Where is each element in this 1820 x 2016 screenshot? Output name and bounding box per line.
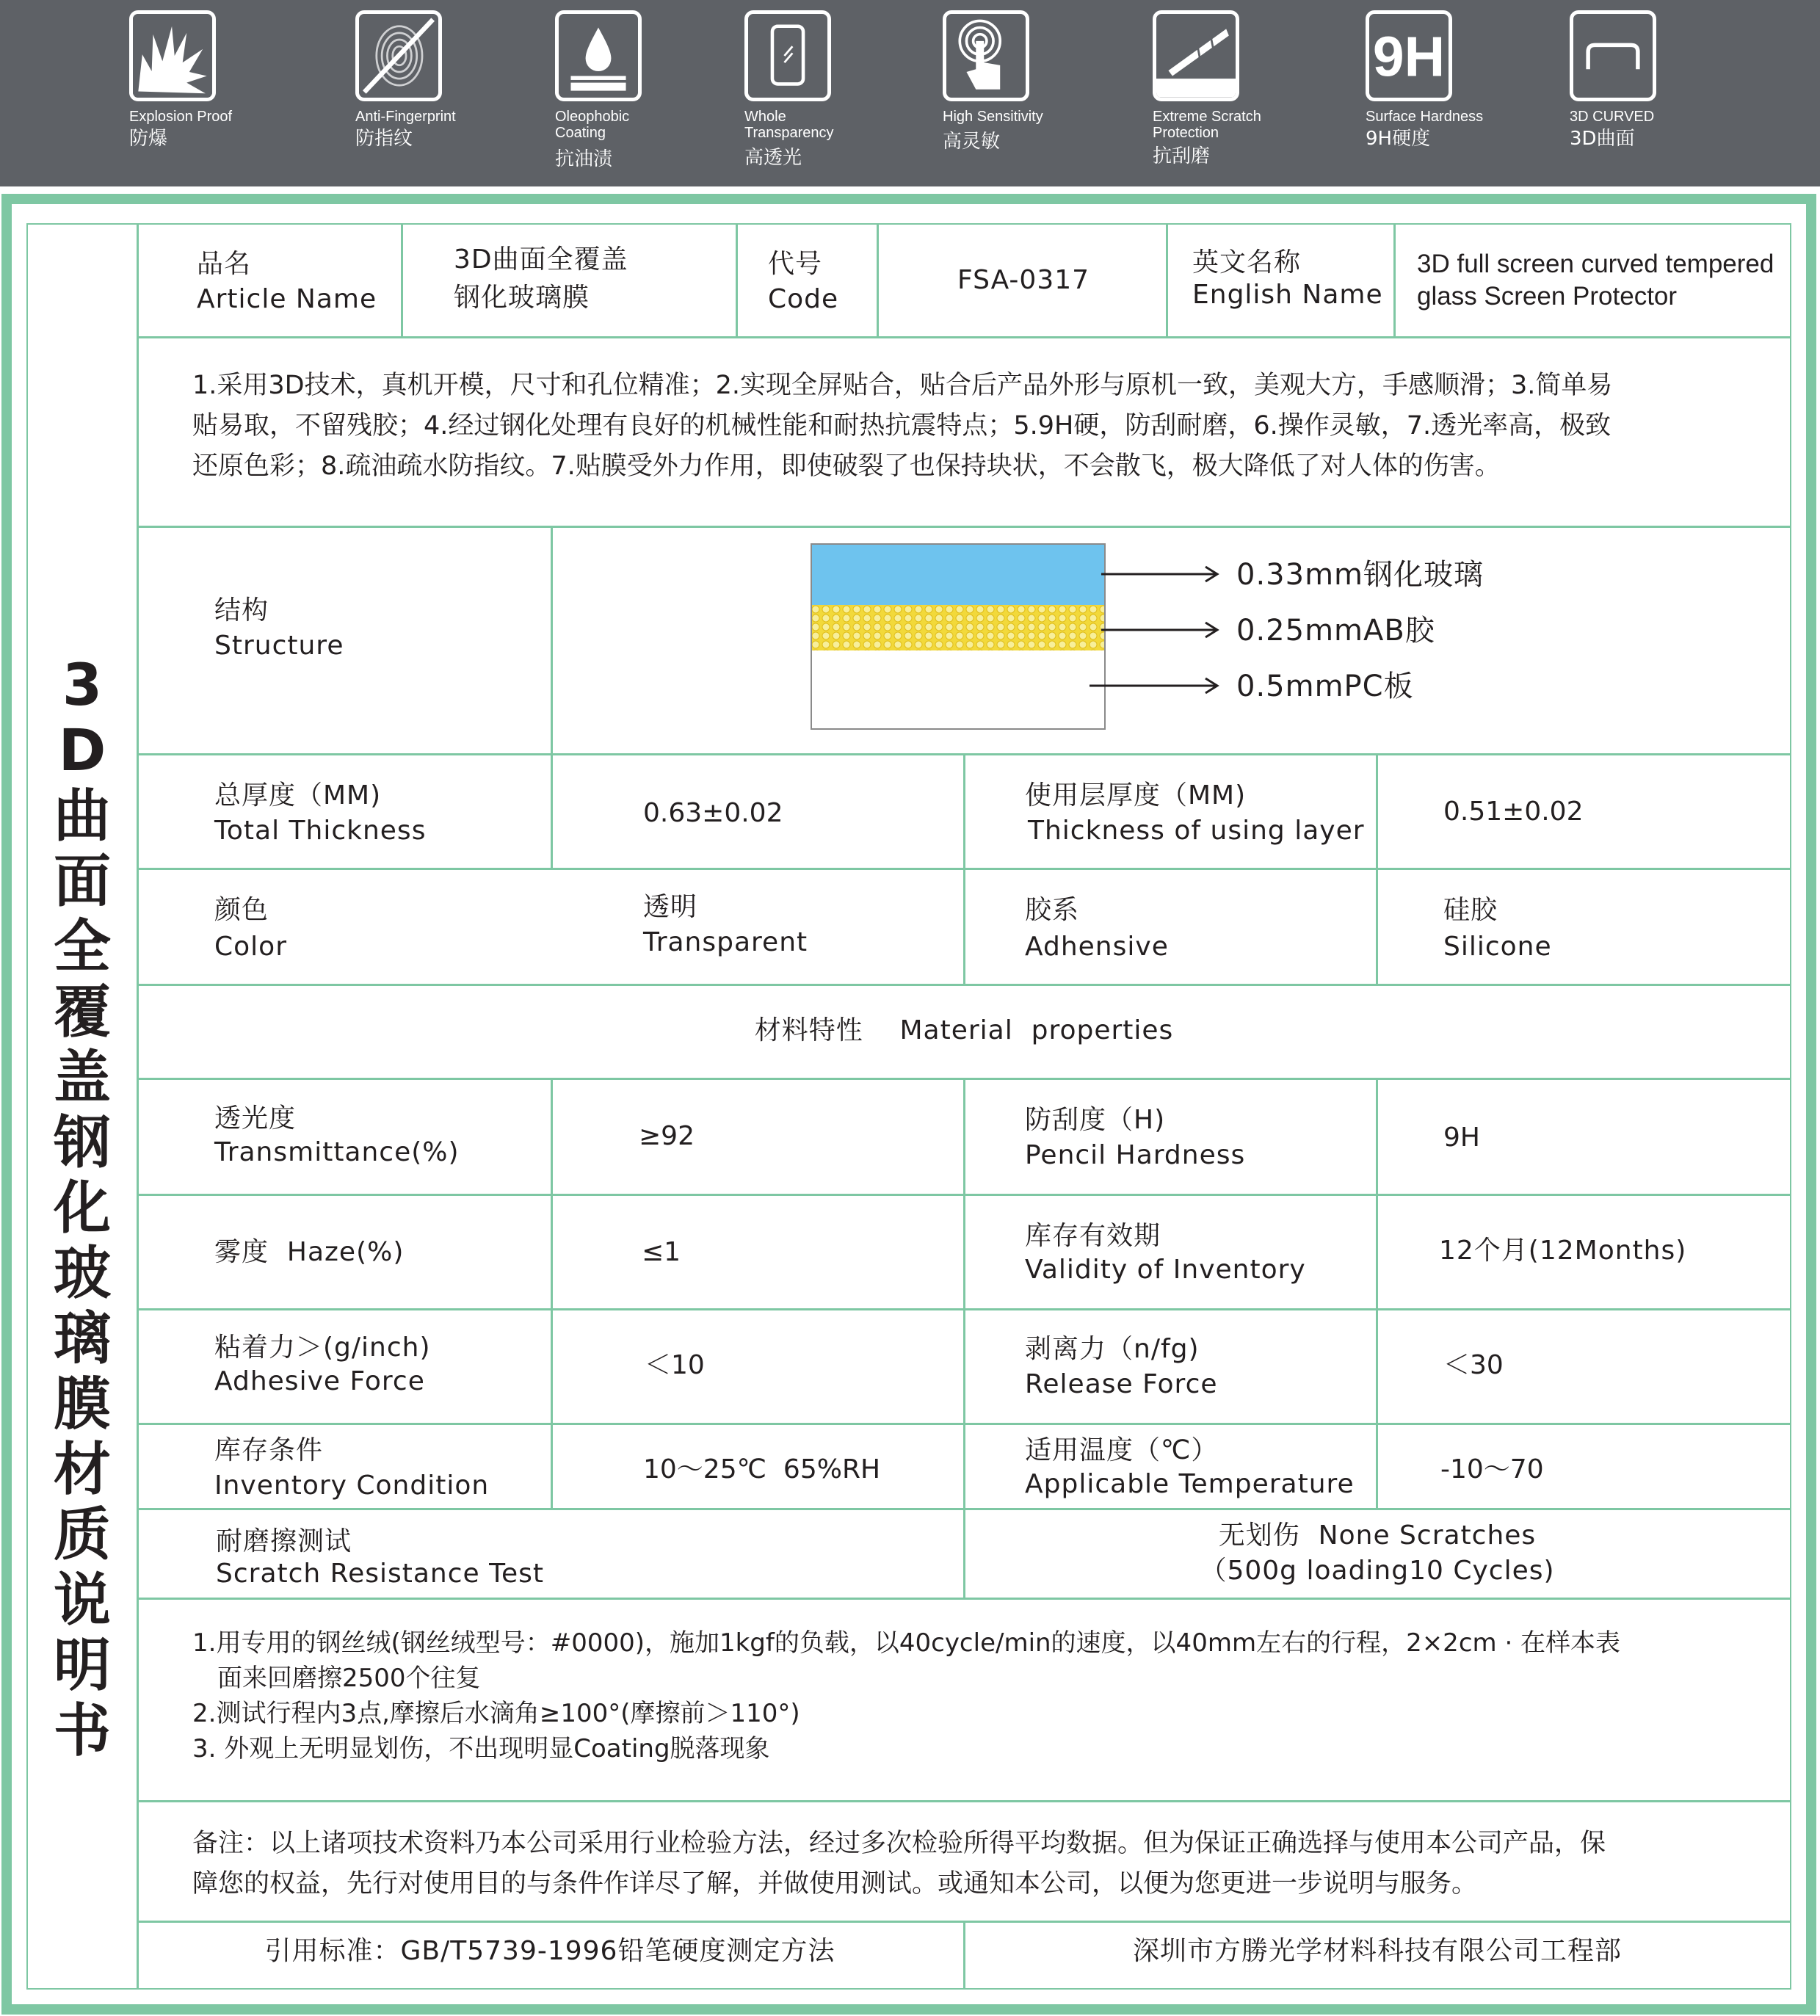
release-force-label-en: Release Force — [1025, 1369, 1218, 1399]
validity-value: 12个月(12Months) — [1439, 1236, 1687, 1266]
row-divider — [137, 336, 1791, 338]
features-line: 1.采用3D技术，真机开模，尺寸和孔位精准；2.实现全屏贴合，贴合后产品外形与原机一致，美观大方，手感顺滑；3.简单易 — [192, 371, 1613, 400]
features-line: 贴易取，不留残胶；4.经过钢化处理有良好的机械性能和耐热抗震特点；5.9H硬，防刮耐磨，6.操作灵敏，7.透光率高，极致 — [192, 411, 1611, 440]
transmittance-value: ≥92 — [639, 1121, 695, 1151]
material-properties-heading: 材料特性 Material properties — [754, 1015, 1174, 1045]
feature-transparency — [744, 10, 935, 186]
transmittance-label-en: Transmittance(%) — [214, 1137, 460, 1167]
feature-banner — [0, 0, 1820, 186]
feature-surface-hardness — [1366, 10, 1556, 186]
validity-label-cn: 库存有效期 — [1025, 1221, 1161, 1251]
structure-label-cn: 结构 — [214, 595, 269, 626]
feature-en-label: Explosion Proof — [129, 109, 233, 125]
9h-icon — [1366, 10, 1452, 101]
explosion-icon — [129, 10, 216, 101]
fingerprint-icon — [355, 10, 442, 101]
pencil-hardness-value: 9H — [1443, 1123, 1480, 1153]
column-divider — [736, 223, 738, 336]
feature-en-label: Oleophobic Coating — [555, 109, 630, 141]
column-divider — [1376, 1078, 1378, 1508]
scratch-test-value-2: （500g loading10 Cycles) — [1200, 1556, 1555, 1586]
validity-label-en: Validity of Inventory — [1025, 1255, 1306, 1285]
code-label-cn: 代号 — [768, 249, 823, 279]
9h-icon-text: 9H — [1372, 25, 1446, 89]
column-divider — [551, 526, 553, 868]
haze-label: 雾度 Haze(%) — [214, 1237, 405, 1267]
column-divider — [1166, 223, 1168, 336]
feature-en-label: Whole Transparency — [744, 109, 834, 141]
remark-line: 备注：以上诸项技术资料乃本公司采用行业检验方法，经过多次检验所得平均数据。但为保证正确选择与使用本公司产品，保 — [192, 1829, 1606, 1858]
scratch-test-value-1: 无划伤 None Scratches — [1218, 1520, 1537, 1551]
remark-text — [192, 1824, 1785, 1904]
adhesive-value-cn: 硅胶 — [1443, 895, 1498, 925]
company-department: 深圳市方勝光学材料科技有限公司工程部 — [1132, 1936, 1622, 1966]
total-thickness-label-en: Total Thickness — [214, 816, 427, 846]
total-thickness-label-cn: 总厚度（MM) — [214, 780, 382, 811]
layer-arrows — [1079, 558, 1226, 705]
using-layer-label-cn: 使用层厚度（MM) — [1025, 780, 1247, 811]
pencil-hardness-label-cn: 防刮度（H) — [1025, 1105, 1166, 1135]
layer-label-glass: 0.33mm钢化玻璃 — [1236, 558, 1484, 592]
features-line: 还原色彩；8.疏油疏水防指纹。7.贴膜受外力作用，即使破裂了也保持块状，不会散飞，极大降低了对人体的伤害。 — [192, 452, 1501, 481]
test-method-notes — [192, 1625, 1785, 1766]
column-divider — [1393, 223, 1396, 336]
inventory-condition-label-en: Inventory Condition — [214, 1471, 490, 1501]
phone-icon — [744, 10, 831, 101]
haze-value: ≤1 — [642, 1237, 681, 1267]
feature-cn-label: 高灵敏 — [943, 131, 1001, 153]
feature-anti-fingerprint — [355, 10, 546, 186]
vertical-title: 3D曲面全覆盖钢化玻璃膜材质说明书 — [53, 653, 111, 1764]
english-name-label-en: English Name — [1192, 280, 1383, 310]
title-column-divider — [137, 223, 139, 1990]
adhesive-force-label-cn: 粘着力＞(g/inch) — [214, 1332, 431, 1363]
drop-icon — [555, 10, 642, 101]
feature-en-label: Extreme Scratch Protection — [1153, 109, 1261, 141]
inventory-condition-value: 10～25℃ 65%RH — [643, 1454, 881, 1484]
code-label-en: Code — [768, 284, 839, 314]
color-value-en: Transparent — [643, 927, 808, 957]
using-layer-label-en: Thickness of using layer — [1028, 816, 1365, 846]
test-note-line: 2.测试行程内3点,摩擦后水滴角≥100°(摩擦前＞110°) — [192, 1699, 800, 1728]
structure-label-en: Structure — [214, 631, 344, 661]
color-value-cn: 透明 — [643, 892, 698, 922]
adhesive-label-cn: 胶系 — [1025, 895, 1080, 925]
applicable-temp-label-cn: 适用温度（℃） — [1025, 1435, 1219, 1465]
row-divider — [137, 984, 1791, 986]
release-force-value: ＜30 — [1443, 1350, 1504, 1380]
test-note-line: 1.用专用的钢丝绒(钢丝绒型号：#0000)，施加1kgf的负载，以40cycle/min的速度，以40mm左右的行程，2×2cm · 在样本表 — [192, 1628, 1621, 1658]
scratch-icon — [1153, 10, 1239, 101]
english-name-value-1: 3D full screen curved tempered — [1417, 250, 1774, 278]
feature-scratch-protection — [1153, 10, 1344, 186]
using-layer-value: 0.51±0.02 — [1443, 797, 1584, 827]
transmittance-label-cn: 透光度 — [214, 1103, 297, 1134]
adhesive-force-value: ＜10 — [645, 1350, 705, 1380]
english-name-label-cn: 英文名称 — [1192, 247, 1302, 278]
inventory-condition-label-cn: 库存条件 — [214, 1435, 324, 1465]
english-name-value-2: glass Screen Protector — [1417, 282, 1678, 311]
feature-cn-label: 9H硬度 — [1366, 128, 1431, 150]
product-features-text — [192, 366, 1778, 487]
layer-structure-diagram — [811, 543, 1112, 731]
article-name-value-2: 钢化玻璃膜 — [454, 283, 590, 313]
article-name-label-cn: 品名 — [197, 249, 252, 279]
test-note-line: 面来回磨擦2500个往复 — [217, 1664, 481, 1693]
feature-cn-label: 3D曲面 — [1570, 128, 1635, 150]
curved-screen-icon — [1570, 10, 1656, 101]
feature-cn-label: 抗刮磨 — [1153, 145, 1211, 167]
column-divider — [1376, 753, 1378, 984]
remark-line: 障您的权益，先行对使用目的与条件作详尽了解，并做使用测试。或通知本公司，以便为您更进一步说明与服务。 — [192, 1869, 1478, 1899]
feature-sensitivity — [943, 10, 1134, 186]
feature-3d-curved — [1570, 10, 1761, 186]
row-divider — [137, 1800, 1791, 1802]
release-force-label-cn: 剥离力（n/fg) — [1025, 1334, 1200, 1364]
feature-cn-label: 高透光 — [744, 147, 802, 169]
row-divider — [137, 1598, 1791, 1600]
adhesive-label-en: Adhensive — [1025, 932, 1169, 962]
feature-en-label: High Sensitivity — [943, 109, 1043, 125]
touch-icon — [943, 10, 1029, 101]
test-note-line: 3. 外观上无明显划伤，不出现明显Coating脱落现象 — [192, 1734, 770, 1763]
ab-glue-layer — [811, 605, 1106, 650]
row-divider — [137, 526, 1791, 528]
feature-cn-label: 防指纹 — [355, 128, 413, 150]
color-label-en: Color — [214, 932, 287, 962]
total-thickness-value: 0.63±0.02 — [643, 798, 783, 828]
applicable-temp-label-en: Applicable Temperature — [1025, 1469, 1355, 1499]
code-value: FSA-0317 — [957, 265, 1090, 295]
column-divider — [401, 223, 403, 336]
reference-standard: 引用标准：GB/T5739-1996铅笔硬度测定方法 — [264, 1936, 835, 1966]
pc-board-layer — [811, 650, 1106, 730]
adhesive-force-label-en: Adhesive Force — [214, 1366, 425, 1396]
layer-label-pc: 0.5mmPC板 — [1236, 670, 1414, 703]
scratch-test-label-cn: 耐磨擦测试 — [216, 1526, 352, 1556]
article-name-value-1: 3D曲面全覆盖 — [454, 244, 628, 275]
feature-oleophobic — [555, 10, 746, 186]
feature-cn-label: 防爆 — [129, 128, 168, 150]
column-divider — [551, 1078, 553, 1508]
feature-explosion-proof — [129, 10, 320, 186]
scratch-test-label-en: Scratch Resistance Test — [216, 1559, 545, 1589]
adhesive-value-en: Silicone — [1443, 932, 1552, 962]
column-divider — [877, 223, 879, 336]
layer-label-glue: 0.25mmAB胶 — [1236, 614, 1435, 648]
column-divider — [963, 753, 965, 984]
pencil-hardness-label-en: Pencil Hardness — [1025, 1140, 1246, 1170]
column-divider — [963, 1078, 965, 1508]
feature-en-label: Anti-Fingerprint — [355, 109, 456, 125]
applicable-temp-value: -10～70 — [1440, 1454, 1544, 1484]
feature-en-label: Surface Hardness — [1366, 109, 1484, 125]
article-name-label-en: Article Name — [197, 284, 377, 314]
glass-layer — [811, 543, 1106, 605]
color-label-cn: 颜色 — [214, 895, 269, 925]
feature-cn-label: 抗油渍 — [555, 148, 613, 170]
feature-en-label: 3D CURVED — [1570, 109, 1655, 125]
